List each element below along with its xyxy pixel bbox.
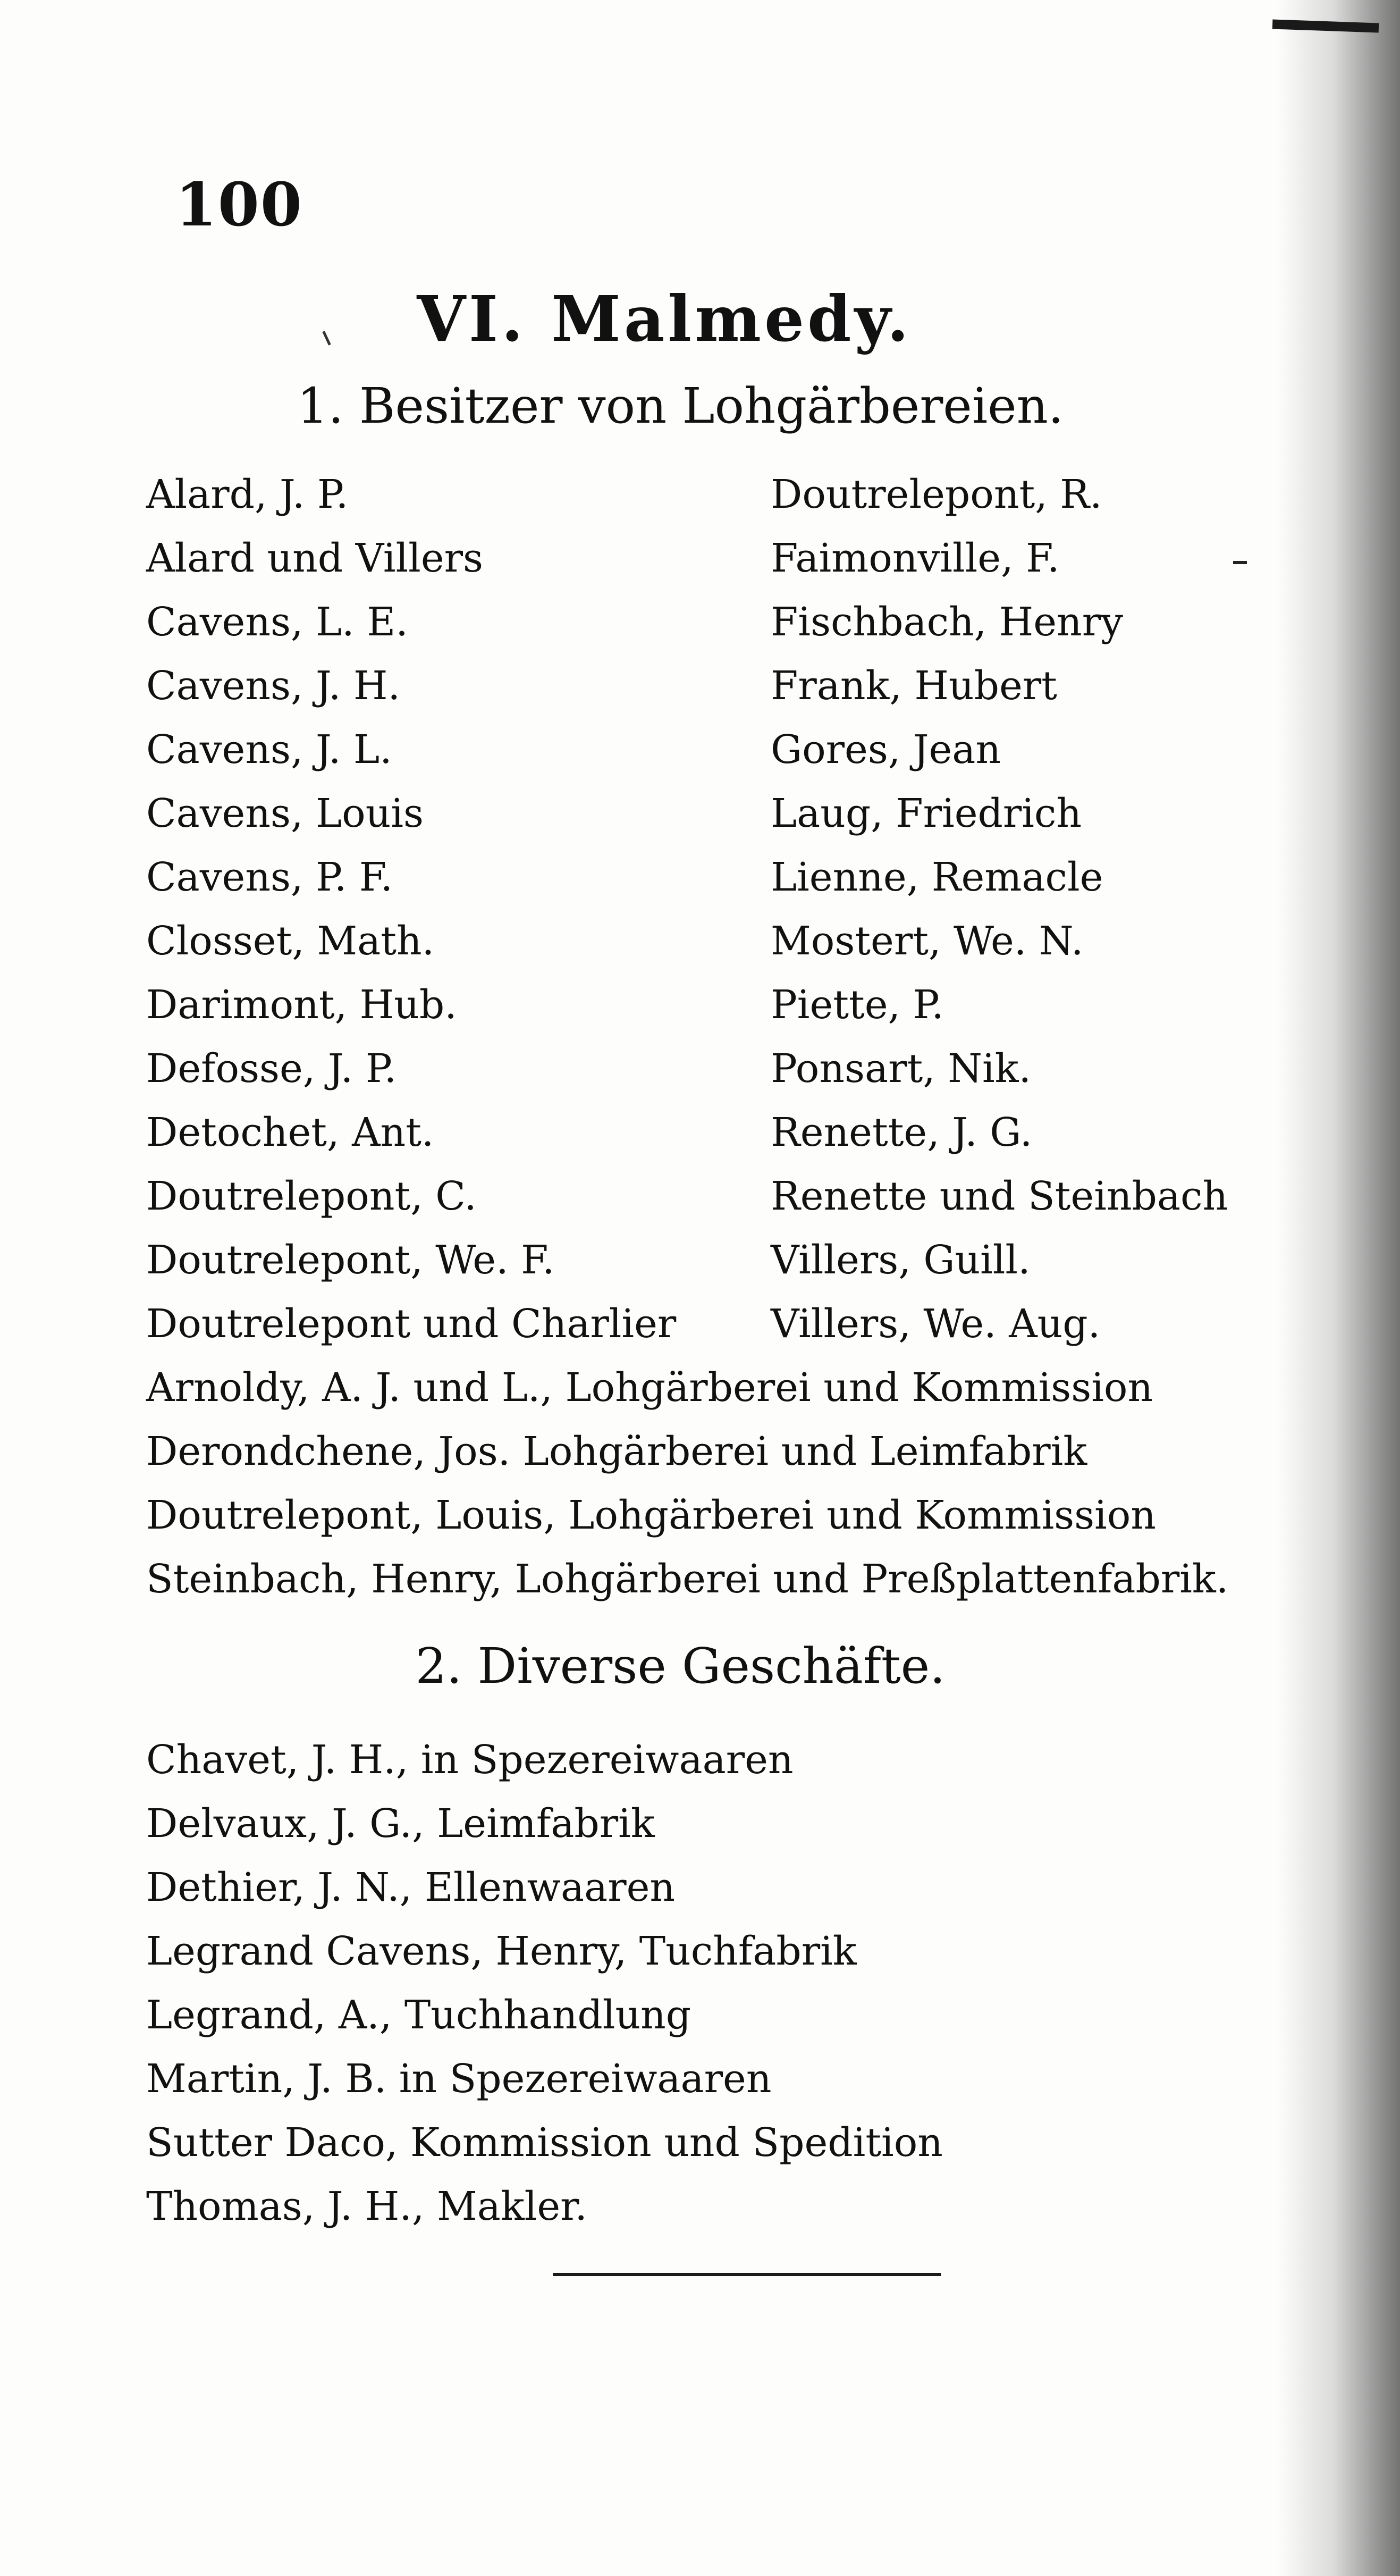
list-item: Alard, J. P.	[146, 472, 349, 517]
subsection-title-tanneries: 1. Besitzer von Lohgärbereien.	[297, 377, 1064, 434]
closing-rule	[553, 2273, 941, 2276]
page-number: 100	[175, 170, 303, 240]
list-item: Doutrelepont, R.	[771, 472, 1102, 517]
list-item: Cavens, L. E.	[146, 599, 408, 645]
list-item: Sutter Daco, Kommission und Spedition	[146, 2120, 943, 2166]
list-item: Chavet, J. H., in Spezereiwaaren	[146, 1737, 794, 1783]
business-entries	[146, 1728, 1305, 2238]
list-item: Legrand Cavens, Henry, Tuchfabrik	[146, 1928, 857, 1974]
list-item: Alard und Villers	[146, 535, 483, 581]
list-item: Frank, Hubert	[771, 663, 1057, 709]
list-item: Cavens, Louis	[146, 791, 424, 836]
list-item: Piette, P.	[771, 982, 944, 1028]
list-item: Dethier, J. N., Ellenwaaren	[146, 1865, 676, 1910]
list-item: Ponsart, Nik.	[771, 1046, 1032, 1092]
list-item: Renette, J. G.	[771, 1110, 1033, 1155]
list-item: Detochet, Ant.	[146, 1110, 434, 1155]
list-item: Cavens, P. F.	[146, 854, 393, 900]
list-item: Steinbach, Henry, Lohgärberei und Preßplattenfabrik.	[146, 1556, 1229, 1602]
left-column	[146, 463, 757, 1356]
list-item: Gores, Jean	[771, 727, 1001, 773]
list-item: Laug, Friedrich	[771, 791, 1082, 836]
list-item: Closset, Math.	[146, 918, 435, 964]
list-item: Cavens, J. L.	[146, 727, 392, 773]
list-item: Thomas, J. H., Makler.	[146, 2184, 587, 2229]
list-item: Mostert, We. N.	[771, 918, 1084, 964]
section-title: VI. Malmedy.	[417, 282, 912, 356]
full-width-entries	[146, 1356, 1305, 1611]
list-item: Renette und Steinbach	[771, 1173, 1228, 1219]
subsection-title-businesses: 2. Diverse Geschäfte.	[415, 1638, 946, 1694]
list-item: Defosse, J. P.	[146, 1046, 397, 1092]
list-item: Legrand, A., Tuchhandlung	[146, 1992, 691, 2038]
list-item: Darimont, Hub.	[146, 982, 457, 1028]
list-item: Fischbach, Henry	[771, 599, 1123, 645]
list-item: Derondchene, Jos. Lohgärberei und Leimfabrik	[146, 1429, 1087, 1474]
list-item: Delvaux, J. G., Leimfabrik	[146, 1801, 655, 1847]
list-item: Doutrelepont und Charlier	[146, 1301, 677, 1347]
list-item: Doutrelepont, We. F.	[146, 1237, 555, 1283]
list-item: Lienne, Remacle	[771, 854, 1103, 900]
list-item: Faimonville, F.	[771, 535, 1060, 581]
list-item: Cavens, J. H.	[146, 663, 401, 709]
list-item: Villers, We. Aug.	[771, 1301, 1101, 1347]
list-item: Doutrelepont, C.	[146, 1173, 477, 1219]
list-item: Martin, J. B. in Spezereiwaaren	[146, 2056, 772, 2102]
right-column	[771, 463, 1382, 1356]
list-item: Villers, Guill.	[771, 1237, 1031, 1283]
list-item: Arnoldy, A. J. und L., Lohgärberei und Kommission	[146, 1365, 1153, 1411]
list-item: Doutrelepont, Louis, Lohgärberei und Kommission	[146, 1492, 1156, 1538]
